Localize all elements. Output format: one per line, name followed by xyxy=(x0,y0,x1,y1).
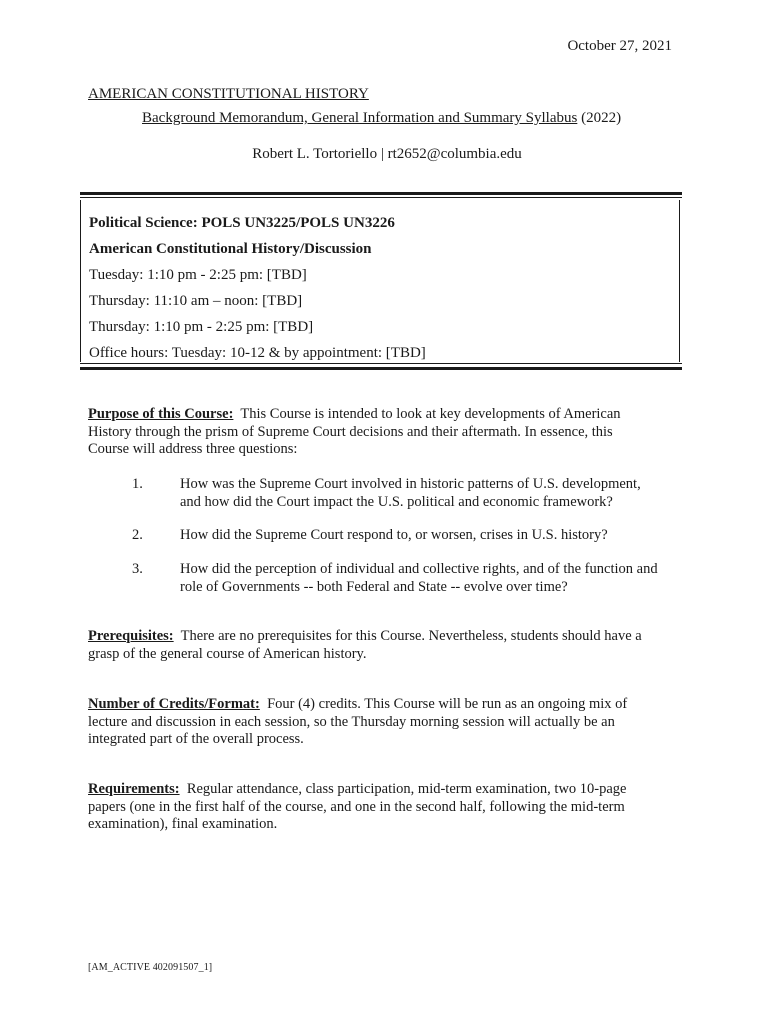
author-line: Robert L. Tortoriello | rt2652@columbia.edu xyxy=(252,146,522,162)
credits-text-line3: integrated part of the overall process. xyxy=(88,731,304,747)
schedule-tuesday: Tuesday: 1:10 pm - 2:25 pm: [TBD] xyxy=(89,267,307,283)
box-bottom-rule-thin xyxy=(80,363,682,364)
purpose-text-line2: History through the prism of Supreme Court decisions and their aftermath. In essence, this xyxy=(88,423,613,440)
list-item-number: 1. xyxy=(132,476,143,492)
purpose-heading: Purpose of this Course: xyxy=(88,406,234,422)
office-hours: Office hours: Tuesday: 10-12 & by appointment: [TBD] xyxy=(89,345,426,361)
document-id-footer: [AM_ACTIVE 402091507_1] xyxy=(88,962,213,973)
purpose-text-line1: This Course is intended to look at key developments of American xyxy=(240,406,621,422)
document-date: October 27, 2021 xyxy=(567,38,672,54)
credits-text-line1: Four (4) credits. This Course will be run as an ongoing mix of xyxy=(267,696,628,712)
document-subtitle-year: (2022) xyxy=(581,110,622,126)
requirements-heading: Requirements: xyxy=(88,781,180,797)
list-item-text-line1: How did the Supreme Court respond to, or worsen, crises in U.S. history? xyxy=(180,527,608,543)
course-info-body xyxy=(80,200,680,362)
document-subtitle-line xyxy=(142,110,621,127)
requirements-section xyxy=(88,781,678,834)
prerequisites-text-line2: grasp of the general course of American history. xyxy=(88,645,367,662)
purpose-section xyxy=(88,406,678,459)
purpose-text-line3: Course will address three questions: xyxy=(88,441,298,457)
course-info-box xyxy=(80,192,682,372)
schedule-thursday-morning: Thursday: 11:10 am – noon: [TBD] xyxy=(89,293,303,309)
box-top-rule xyxy=(80,192,682,195)
list-item-text-line1: How was the Supreme Court involved in historic patterns of U.S. development, xyxy=(180,476,641,492)
prerequisites-text-line1: There are no prerequisites for this Course. Nevertheless, students should have a xyxy=(180,628,642,644)
course-name: American Constitutional History/Discussion xyxy=(89,241,372,257)
document-subtitle: Background Memorandum, General Information and Summary Syllabus xyxy=(142,110,578,126)
course-code: Political Science: POLS UN3225/POLS UN3226 xyxy=(89,215,395,231)
prerequisites-heading: Prerequisites: xyxy=(88,628,174,644)
list-item-text-line2: role of Governments -- both Federal and State -- evolve over time? xyxy=(180,578,568,595)
requirements-text-line1: Regular attendance, class participation, mid-term examination, two 10-page xyxy=(186,781,627,797)
list-item-text-line2: and how did the Court impact the U.S. political and economic framework? xyxy=(180,493,613,510)
list-item-text-line1: How did the perception of individual and collective rights, and of the function and xyxy=(180,561,658,577)
list-item-number: 2. xyxy=(132,527,143,543)
list-item-number: 3. xyxy=(132,561,143,577)
box-bottom-rule xyxy=(80,367,682,370)
credits-heading: Number of Credits/Format: xyxy=(88,696,260,712)
credits-text-line2: lecture and discussion in each session, so the Thursday morning session will actually be an xyxy=(88,713,615,730)
requirements-text-line3: examination), final examination. xyxy=(88,816,278,832)
schedule-thursday-afternoon: Thursday: 1:10 pm - 2:25 pm: [TBD] xyxy=(89,319,314,335)
document-title: AMERICAN CONSTITUTIONAL HISTORY xyxy=(88,86,369,102)
credits-section xyxy=(88,696,678,749)
box-top-rule-thin xyxy=(80,197,682,198)
requirements-text-line2: papers (one in the first half of the course, and one in the second half, following the mid-term xyxy=(88,798,625,815)
prerequisites-section xyxy=(88,628,678,663)
